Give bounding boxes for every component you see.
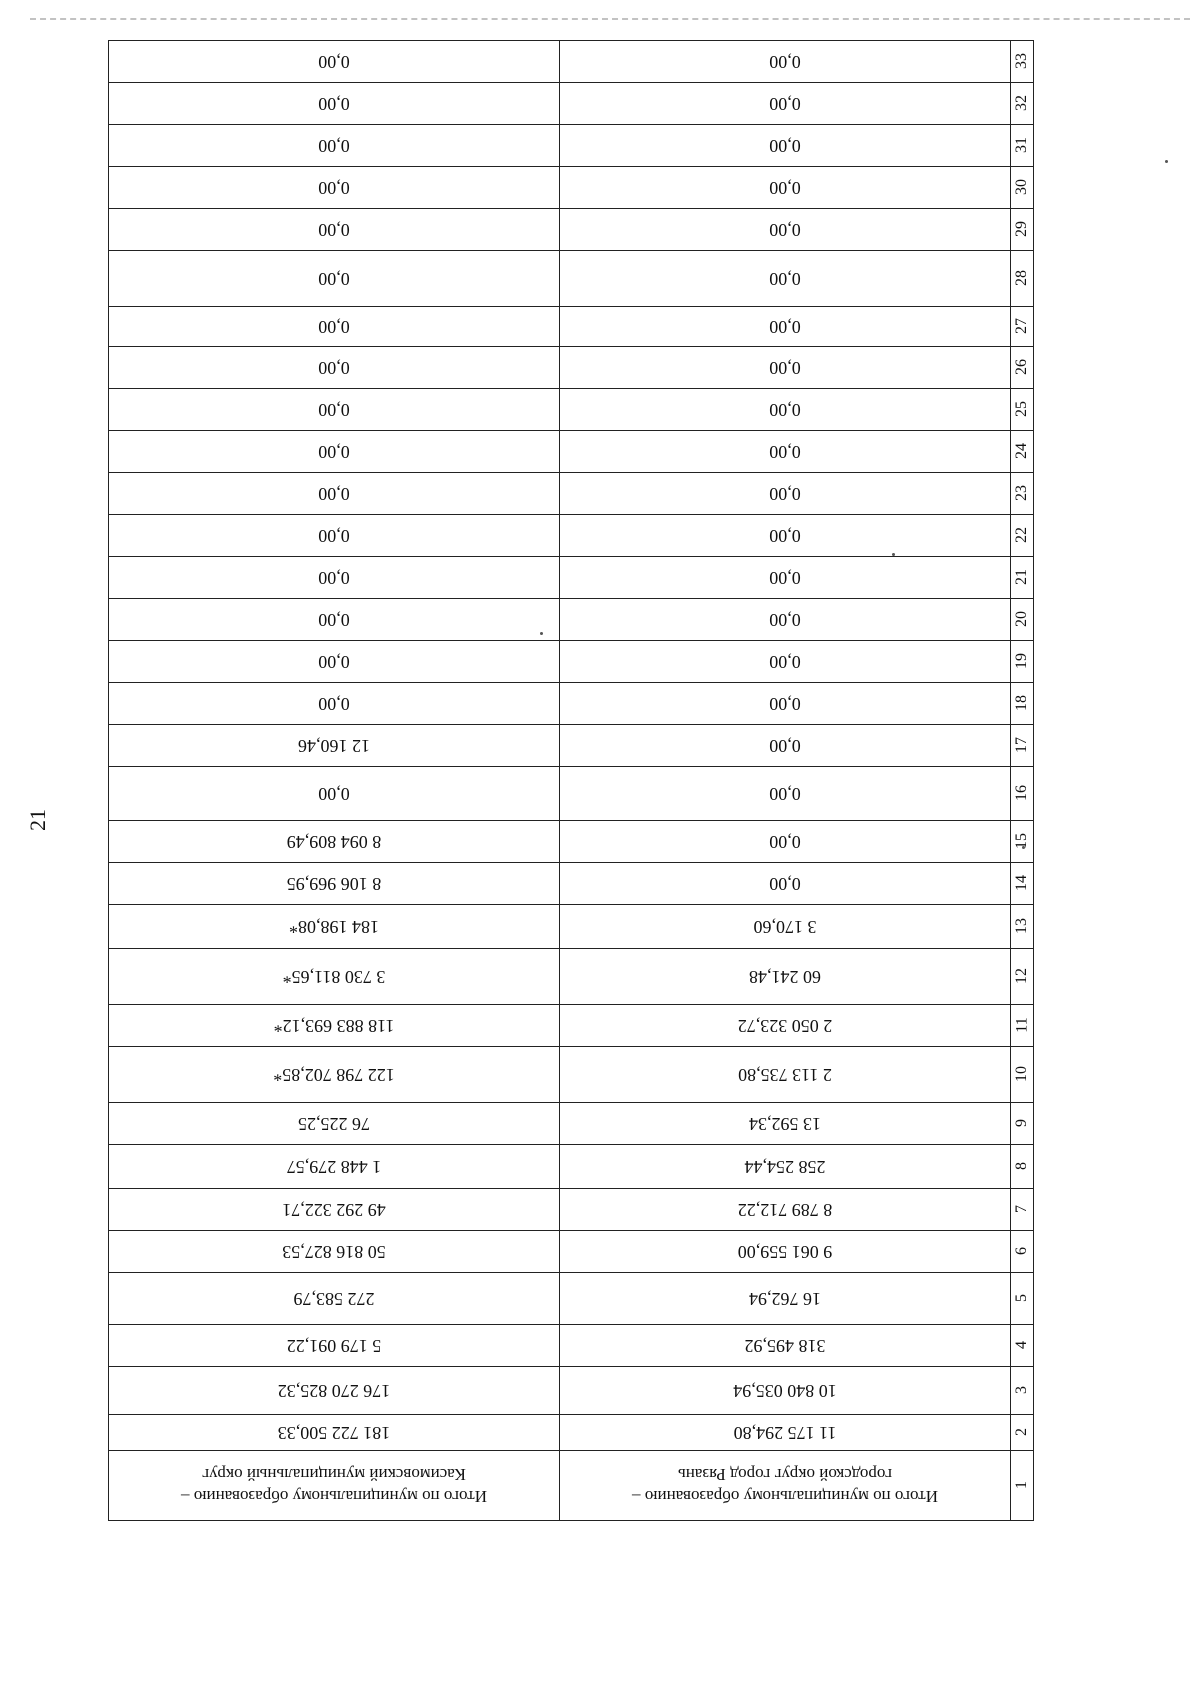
table-row	[109, 599, 1034, 641]
region-b-value: 50 816 827,53	[109, 1231, 560, 1273]
region-a-value: 0,00	[560, 209, 1011, 251]
region-a-value: 0,00	[560, 347, 1011, 389]
row-number: 14	[1013, 875, 1030, 892]
region-b-value: 272 583,79	[109, 1273, 560, 1325]
row-number-cell	[1011, 1005, 1034, 1047]
row-number-cell	[1011, 557, 1034, 599]
table-row	[109, 683, 1034, 725]
region-b-value: 176 270 825,32	[109, 1367, 560, 1415]
row-number-cell	[1011, 167, 1034, 209]
region-b-label-line: Касимовский муниципальный округ	[202, 1465, 466, 1485]
row-number: 15	[1013, 833, 1030, 850]
region-b-value: 8 106 969,95	[109, 863, 560, 905]
table-row	[109, 347, 1034, 389]
table-row	[109, 1145, 1034, 1189]
table-row	[109, 389, 1034, 431]
region-b-value: 1 448 279,57	[109, 1145, 560, 1189]
row-number-cell	[1011, 1325, 1034, 1367]
table-row	[109, 1325, 1034, 1367]
region-b-value: 0,00	[109, 125, 560, 167]
table-row	[109, 251, 1034, 307]
region-b-value: 0,00	[109, 209, 560, 251]
row-number: 16	[1013, 785, 1030, 802]
row-number: 32	[1013, 95, 1030, 112]
table-row	[109, 125, 1034, 167]
row-number: 6	[1013, 1247, 1030, 1256]
scan-speck	[1165, 160, 1168, 163]
table-row	[109, 431, 1034, 473]
table-row	[109, 557, 1034, 599]
region-b-value: 0,00	[109, 557, 560, 599]
row-number: 11	[1013, 1017, 1030, 1034]
region-b-value: 0,00	[109, 599, 560, 641]
row-number-cell	[1011, 821, 1034, 863]
table-row	[109, 1415, 1034, 1451]
row-number-cell	[1011, 431, 1034, 473]
row-number-cell	[1011, 125, 1034, 167]
table-row	[109, 821, 1034, 863]
region-a-value: 0,00	[560, 389, 1011, 431]
row-number-cell	[1011, 599, 1034, 641]
row-number: 21	[1013, 569, 1030, 586]
region-a-value: 0,00	[560, 599, 1011, 641]
page-number: 21	[25, 809, 50, 831]
row-number: 20	[1013, 611, 1030, 628]
row-number-cell	[1011, 515, 1034, 557]
row-number: 3	[1013, 1386, 1030, 1395]
table-row	[109, 1231, 1034, 1273]
table-row	[109, 1189, 1034, 1231]
row-number: 27	[1013, 318, 1030, 335]
region-a-value: 2 113 735,80	[560, 1047, 1011, 1103]
row-number-cell	[1011, 389, 1034, 431]
row-number: 23	[1013, 485, 1030, 502]
row-number-cell	[1011, 209, 1034, 251]
region-b-value: 0,00	[109, 515, 560, 557]
row-number: 33	[1013, 53, 1030, 70]
region-b-value: 0,00	[109, 473, 560, 515]
row-number-cell	[1011, 683, 1034, 725]
region-a-value: 318 495,92	[560, 1325, 1011, 1367]
region-b-value: 0,00	[109, 431, 560, 473]
row-number-cell	[1011, 1231, 1034, 1273]
region-b-value: 0,00	[109, 347, 560, 389]
table-row	[109, 905, 1034, 949]
region-a-value: 0,00	[560, 683, 1011, 725]
region-a-value: 0,00	[560, 167, 1011, 209]
row-number-cell	[1011, 1451, 1034, 1521]
region-b-value: 122 798 702,85*	[109, 1047, 560, 1103]
row-number: 13	[1013, 918, 1030, 935]
row-number-cell	[1011, 1103, 1034, 1145]
region-a-value: 0,00	[560, 41, 1011, 83]
table-row	[109, 473, 1034, 515]
table-row	[109, 167, 1034, 209]
table-row	[109, 863, 1034, 905]
table-row	[109, 83, 1034, 125]
region-a-value: 0,00	[560, 557, 1011, 599]
scan-edge-line	[30, 18, 1190, 20]
table-row	[109, 1273, 1034, 1325]
region-a-value: 2 050 323,72	[560, 1005, 1011, 1047]
row-number: 4	[1013, 1341, 1030, 1350]
region-b-value: 0,00	[109, 167, 560, 209]
row-number: 10	[1013, 1066, 1030, 1083]
region-a-value: 0,00	[560, 431, 1011, 473]
row-number-cell	[1011, 641, 1034, 683]
row-number: 29	[1013, 221, 1030, 238]
table-header-row	[109, 1451, 1034, 1521]
row-number-cell	[1011, 251, 1034, 307]
table-row	[109, 41, 1034, 83]
region-b-value: 0,00	[109, 251, 560, 307]
region-b-value: 49 292 322,71	[109, 1189, 560, 1231]
row-number: 9	[1013, 1119, 1030, 1128]
row-number: 25	[1013, 401, 1030, 418]
table-row	[109, 767, 1034, 821]
budget-table	[108, 40, 1034, 1521]
region-a-value: 0,00	[560, 863, 1011, 905]
table-row	[109, 1103, 1034, 1145]
row-number-cell	[1011, 307, 1034, 347]
region-b-value: 12 160,46	[109, 725, 560, 767]
region-a-value: 8 789 712,22	[560, 1189, 1011, 1231]
row-number-cell	[1011, 83, 1034, 125]
region-a-value: 0,00	[560, 307, 1011, 347]
region-a-label-line: городской округ город Рязань	[678, 1465, 892, 1485]
row-number: 2	[1013, 1428, 1030, 1437]
table-row	[109, 949, 1034, 1005]
row-number-cell	[1011, 1415, 1034, 1451]
row-number: 28	[1013, 270, 1030, 287]
region-a-value: 0,00	[560, 125, 1011, 167]
region-a-value: 0,00	[560, 641, 1011, 683]
region-b-value: 0,00	[109, 83, 560, 125]
row-number-cell	[1011, 1145, 1034, 1189]
row-number-cell	[1011, 1367, 1034, 1415]
region-b-value: 0,00	[109, 41, 560, 83]
row-number: 19	[1013, 653, 1030, 670]
region-a-label-cell	[560, 1451, 1011, 1521]
row-number-cell	[1011, 1047, 1034, 1103]
region-b-value: 8 094 809,49	[109, 821, 560, 863]
region-b-value: 0,00	[109, 307, 560, 347]
row-number: 18	[1013, 695, 1030, 712]
region-a-value: 0,00	[560, 767, 1011, 821]
row-number-cell	[1011, 725, 1034, 767]
region-b-value: 181 722 500,33	[109, 1415, 560, 1451]
region-a-value: 0,00	[560, 251, 1011, 307]
region-b-value: 0,00	[109, 683, 560, 725]
row-number-cell	[1011, 1273, 1034, 1325]
region-a-value: 0,00	[560, 821, 1011, 863]
region-a-value: 11 175 294,80	[560, 1415, 1011, 1451]
budget-table-body	[109, 41, 1034, 1521]
region-a-value: 10 840 035,94	[560, 1367, 1011, 1415]
row-number: 26	[1013, 359, 1030, 376]
region-a-value: 0,00	[560, 473, 1011, 515]
region-b-label-cell	[109, 1451, 560, 1521]
region-a-label-line: Итого по муниципальному образованию –	[632, 1487, 938, 1507]
row-number: 22	[1013, 527, 1030, 544]
table-row	[109, 1047, 1034, 1103]
region-a-value: 3 170,60	[560, 905, 1011, 949]
table-row	[109, 1367, 1034, 1415]
region-b-value: 3 730 811,65*	[109, 949, 560, 1005]
region-a-value: 60 241,48	[560, 949, 1011, 1005]
region-b-value: 0,00	[109, 389, 560, 431]
region-b-value: 118 883 693,12*	[109, 1005, 560, 1047]
region-b-value: 184 198,08*	[109, 905, 560, 949]
row-number: 12	[1013, 968, 1030, 985]
row-number-cell	[1011, 473, 1034, 515]
region-b-value: 5 179 091,22	[109, 1325, 560, 1367]
table-row	[109, 209, 1034, 251]
region-b-value: 76 225,25	[109, 1103, 560, 1145]
row-number: 17	[1013, 737, 1030, 754]
table-row	[109, 641, 1034, 683]
row-number: 5	[1013, 1294, 1030, 1303]
table-row	[109, 515, 1034, 557]
row-number-cell	[1011, 1189, 1034, 1231]
region-a-value: 0,00	[560, 725, 1011, 767]
row-number: 24	[1013, 443, 1030, 460]
region-b-value: 0,00	[109, 767, 560, 821]
region-b-label-line: Итого по муниципальному образованию –	[181, 1487, 487, 1507]
row-number: 7	[1013, 1205, 1030, 1214]
row-number-cell	[1011, 41, 1034, 83]
row-number: 1	[1013, 1481, 1030, 1490]
table-row	[109, 307, 1034, 347]
row-number: 8	[1013, 1162, 1030, 1171]
region-a-value: 0,00	[560, 83, 1011, 125]
row-number-cell	[1011, 949, 1034, 1005]
row-number-cell	[1011, 863, 1034, 905]
region-b-value: 0,00	[109, 641, 560, 683]
row-number: 31	[1013, 137, 1030, 154]
row-number-cell	[1011, 905, 1034, 949]
table-row	[109, 725, 1034, 767]
row-number: 30	[1013, 179, 1030, 196]
region-a-value: 16 762,94	[560, 1273, 1011, 1325]
table-row	[109, 1005, 1034, 1047]
row-number-cell	[1011, 767, 1034, 821]
region-a-value: 258 254,44	[560, 1145, 1011, 1189]
row-number-cell	[1011, 347, 1034, 389]
region-a-value: 0,00	[560, 515, 1011, 557]
region-a-value: 13 592,34	[560, 1103, 1011, 1145]
region-a-value: 9 061 559,00	[560, 1231, 1011, 1273]
